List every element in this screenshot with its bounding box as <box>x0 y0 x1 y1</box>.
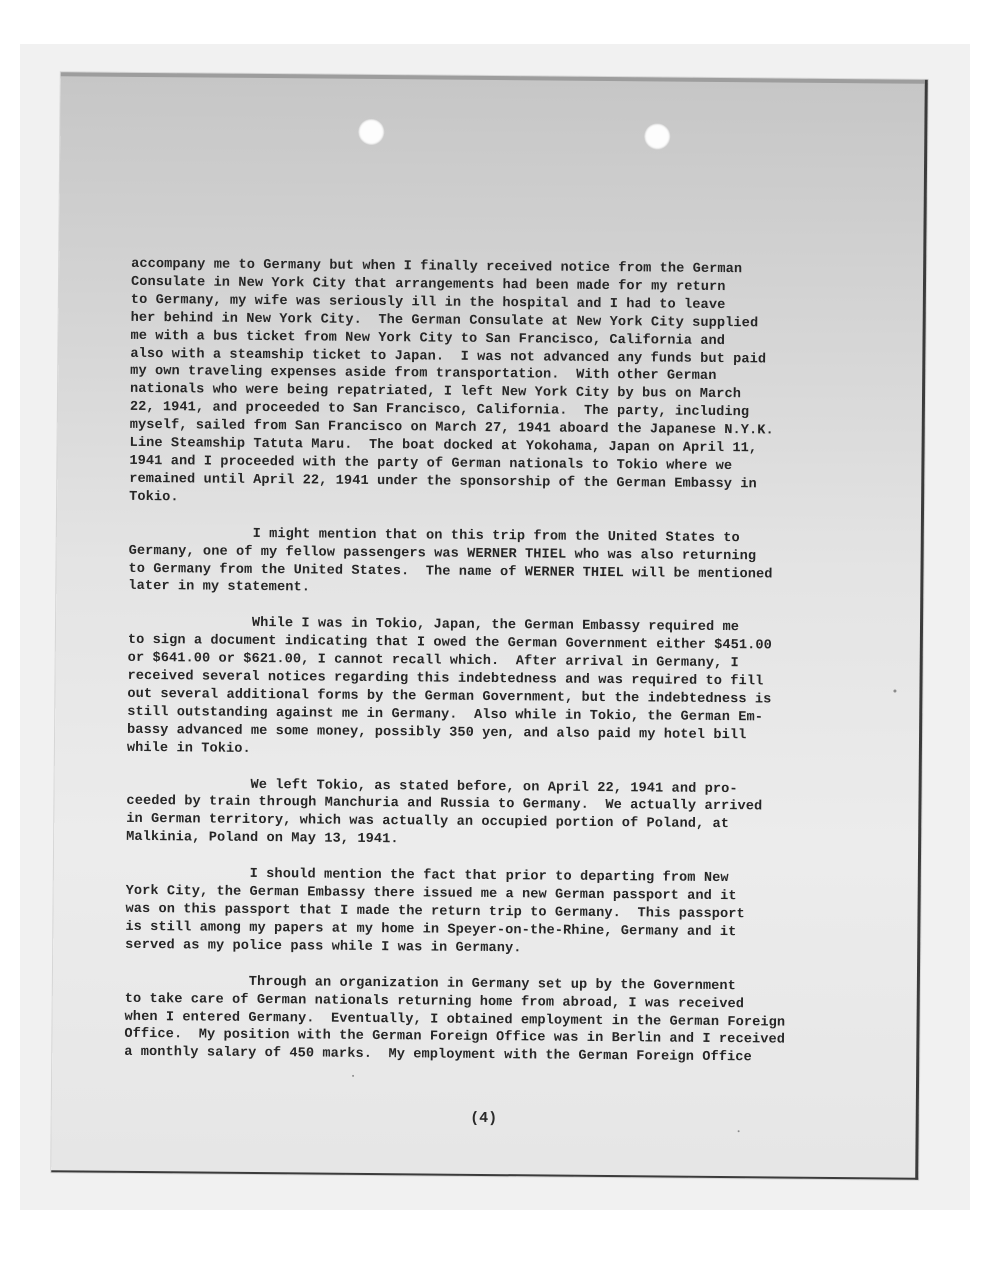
scan-speck <box>738 1130 740 1132</box>
paragraph-6 <box>124 973 825 1069</box>
text-line: Line Steamship Tatuta Maru. The boat docked at Yokohama, Japan on April 11, <box>129 435 758 457</box>
paragraph-5 <box>125 865 826 961</box>
text-line: nationals who were being repatriated, I left New York City by bus on March <box>129 382 742 403</box>
text-line: while in Tokio. <box>126 740 251 757</box>
paragraph-3 <box>127 614 828 763</box>
text-line: me with a bus ticket from New York City to San Francisco, California and <box>130 328 726 349</box>
text-line: 22, 1941, and proceeded to San Francisco, California. The party, including <box>129 400 750 421</box>
text-line: Through an organization in Germany set up by the Government <box>124 973 736 994</box>
text-line: served as my police pass while I was in Germany. <box>125 937 522 957</box>
text-line: Consulate in New York City that arrangements had been made for my return <box>130 274 726 295</box>
text-line: out several additional forms by the German Government, but the indebtedness is <box>127 686 772 708</box>
paragraph-1 <box>129 256 831 513</box>
text-line: to take care of German nationals returning home from abroad, I was received <box>124 991 745 1012</box>
text-line: in German territory, which was actually an occupied portion of Poland, at <box>126 812 730 833</box>
text-line: or $641.00 or $621.00, I cannot recall which. After arrival in Germany, I <box>127 650 739 672</box>
text-line: 1941 and I proceeded with the party of German nationals to Tokio where we <box>129 453 733 475</box>
text-line: bassy advanced me some money, possibly 350 yen, and also paid my hotel bill <box>127 722 747 743</box>
text-line: received several notices regarding this indebtedness and was required to fill <box>127 668 764 690</box>
text-line: York City, the German Embassy there issued me a new German passport and it <box>125 883 737 905</box>
paragraph-2 <box>128 525 829 603</box>
punch-hole-right <box>644 123 670 149</box>
text-line: myself, sailed from San Francisco on March 27, 1941 aboard the Japanese N.Y.K. <box>129 418 774 439</box>
scan-speck <box>352 1075 354 1077</box>
text-line: accompany me to Germany but when I finally received notice from the German <box>131 256 743 278</box>
text-line: I should mention the fact that prior to departing from New <box>125 866 729 887</box>
text-line: to sign a document indicating that I owed the German Government either $451.00 <box>127 633 772 654</box>
text-line: to Germany, my wife was seriously ill in the hospital and I had to leave <box>130 292 726 313</box>
text-line: when I entered Germany. Eventually, I obtained employment in the German Foreign <box>124 1009 786 1031</box>
text-line: Tokio. <box>129 489 179 506</box>
paragraph-4 <box>126 775 827 853</box>
text-line: remained until April 22, 1941 under the sponsorship of the German Embassy in <box>129 471 757 493</box>
text-line: my own traveling expenses aside from transportation. With other German <box>130 364 717 385</box>
text-line: also with a steamship ticket to Japan. I was not advanced any funds but paid <box>130 346 767 367</box>
text-line: ceeded by train through Manchuria and Russia to Germany. We actually arrived <box>126 794 763 815</box>
text-line: was on this passport that I made the return trip to Germany. This passport <box>125 901 745 923</box>
scan-speck <box>893 690 896 693</box>
text-line: I might mention that on this trip from the United States to <box>128 525 740 546</box>
document-body <box>124 256 831 1068</box>
text-line: Malkinia, Poland on May 13, 1941. <box>126 830 399 848</box>
text-line: a monthly salary of 450 marks. My employment with the German Foreign Office <box>124 1045 752 1066</box>
document-page <box>51 72 928 1180</box>
page-number: (4) <box>470 1109 498 1128</box>
text-line: We left Tokio, as stated before, on April 22, 1941 and pro- <box>126 776 738 797</box>
text-line: While I was in Tokio, Japan, the German Embassy required me <box>127 615 740 636</box>
punch-hole-left <box>358 119 384 145</box>
text-line: to Germany from the United States. The name of WERNER THIEL will be mentioned <box>128 561 773 582</box>
text-line: Germany, one of my fellow passengers was WERNER THIEL who was also returning <box>128 543 757 564</box>
text-line: is still among my papers at my home in Speyer-on-the-Rhine, Germany and it <box>125 919 737 941</box>
text-line: still outstanding against me in Germany. Also while in Tokio, the German Em- <box>127 704 764 726</box>
text-line: Office. My position with the German Foreign Office was in Berlin and I received <box>124 1027 786 1049</box>
text-line: later in my statement. <box>128 579 311 596</box>
text-line: her behind in New York City. The German Consulate at New York City supplied <box>130 310 759 332</box>
